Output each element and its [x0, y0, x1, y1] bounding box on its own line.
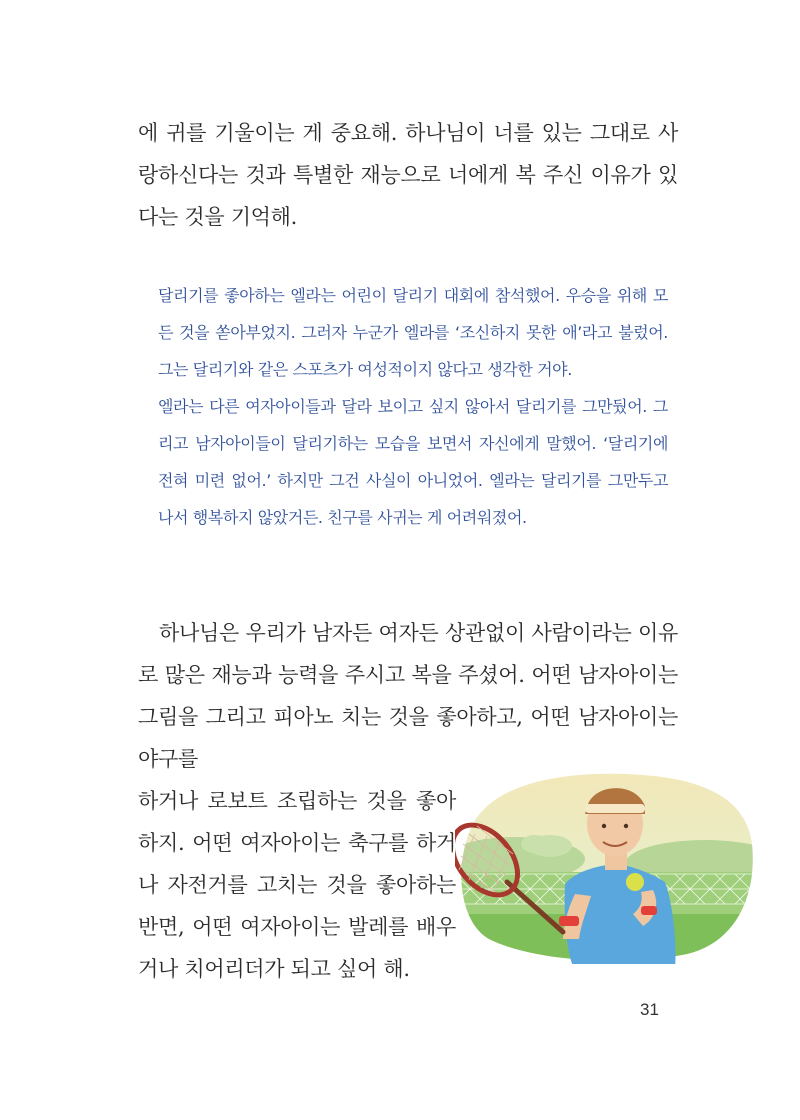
wristband — [559, 916, 579, 926]
story-paragraph-2: 엘라는 다른 여자아이들과 달라 보이고 싶지 않아서 달리기를 그만뒀어. 그리고 남자아이들이 달리기하는 모습을 보면서 자신에게 말했어. ‘달리기에 전혀 미련 없어.’ 하지만 그건 사실이 아니었어. 엘라는 달리기를 그만두고 나서 행복하지 않았거든. 친구를 사귀는 게 어려워졌어. — [158, 397, 668, 527]
intro-paragraph: 에 귀를 기울이는 게 중요해. 하나님이 너를 있는 그대로 사랑하신다는 것과 특별한 재능으로 너에게 복 주신 이유가 있다는 것을 기억해. — [138, 121, 678, 229]
story-box — [158, 277, 668, 536]
story-paragraph-1: 달리기를 좋아하는 엘라는 어린이 달리기 대회에 참석했어. 우승을 위해 모든 것을 쏟아부었지. 그러자 누군가 엘라를 ‘조신하지 못한 애’라고 불렀어. 그는 달리기와 같은 스포츠가 여성적이지 않다고 생각한 거야. — [158, 286, 668, 379]
main-paragraph-full-width: 하나님은 우리가 남자든 여자든 상관없이 사람이라는 이유로 많은 재능과 능력을 주시고 복을 주셨어. 어떤 남자아이는 그림을 그리고 피아노 치는 것을 좋아하고, 어떤 남자아이는 야구를 — [138, 621, 678, 771]
main-paragraph-beside-illustration: 하거나 로보트 조립하는 것을 좋아하지. 어떤 여자아이는 축구를 하거나 자전거를 고치는 것을 좋아하는 반면, 어떤 여자아이는 발레를 배우거나 치어리더가 되고 싶어 해. — [138, 789, 456, 981]
headband — [585, 804, 645, 813]
tennis-ball-icon — [626, 873, 644, 891]
page-number: 31 — [640, 1000, 659, 1019]
tennis-boy-illustration — [455, 764, 755, 964]
